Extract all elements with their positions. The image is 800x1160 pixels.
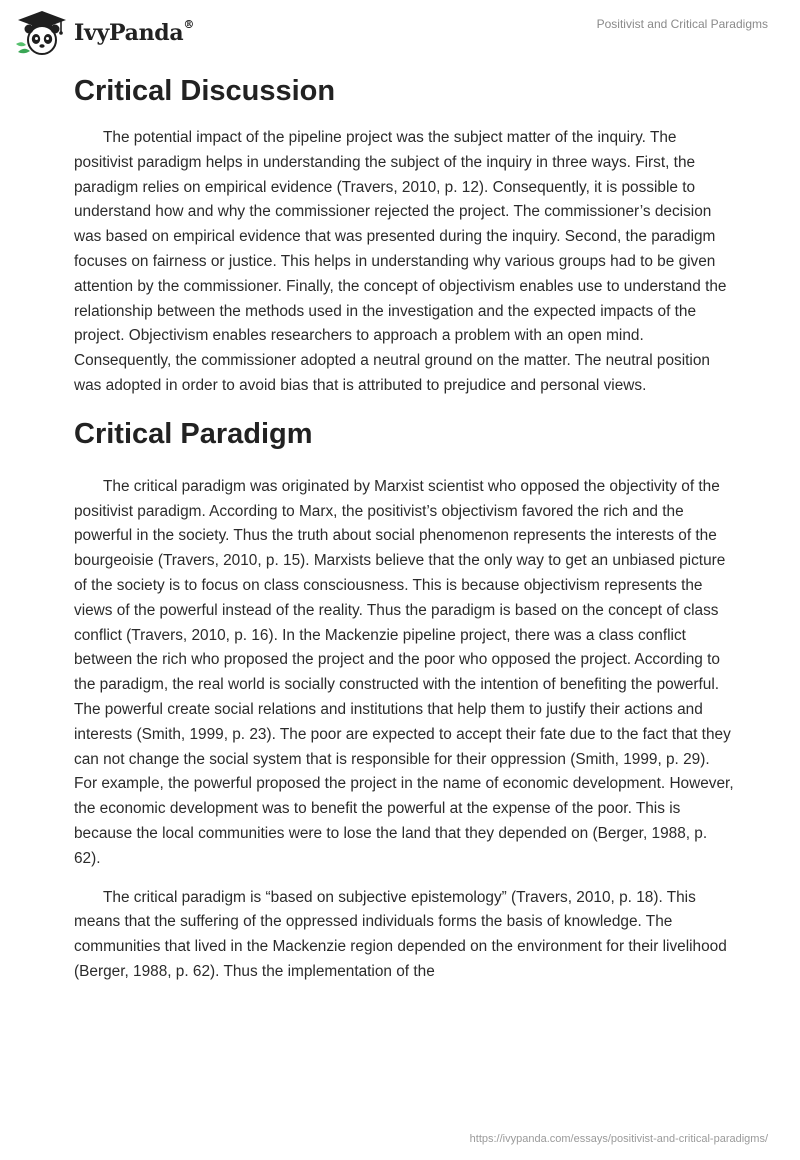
panda-graduate-icon — [14, 8, 70, 58]
brand-logo[interactable] — [14, 8, 194, 58]
paragraph: The critical paradigm is “based on subjective epistemology” (Travers, 2010, p. 18). This means that the suffering of the oppressed individuals forms the basis of knowledge. The communities that lived in the Mackenzie region depended on the environment for their livelihood (Berger, 1988, p. 62). Thus the implementation of the — [74, 888, 727, 980]
paragraph: The potential impact of the pipeline project was the subject matter of the inquiry. The positivist paradigm helps in understanding the subject of the inquiry in three ways. First, the paradigm relies on empirical evidence (Travers, 2010, p. 12). Consequently, it is possible to understand how and why the commissioner rejected the project. The commissioner’s decision was based on empirical evidence that was presented during the inquiry. Second, the paradigm focuses on fairness or justice. This helps in understanding why various groups had to be given attention by the commissioner. Finally, the concept of objectivism enables use to understand the relationship between the methods used in the investigation and the expected impacts of the project. Objectivism enables researchers to approach a problem with an open mind. Consequently, the commissioner adopted a neutral ground on the matter. The neutral position was adopted in order to avoid bias that is attributed to prejudice and personal views. — [74, 129, 727, 394]
page-header — [0, 0, 800, 64]
document-title: Positivist and Critical Paradigms — [596, 17, 768, 31]
essay-content — [74, 70, 734, 985]
section-heading-critical-discussion: Critical Discussion — [74, 75, 336, 107]
brand-name: IvyPanda® — [74, 18, 195, 46]
section-heading-critical-paradigm: Critical Paradigm — [74, 417, 313, 450]
paragraph: The critical paradigm was originated by Marxist scientist who opposed the objectivity of the positivist paradigm. According to Marx, the positivist’s objectivism favored the rich and the powerful in the society. Thus the truth about social phenomenon represents the interests of the bourgeoisie (Travers, 2010, p. 15). Marxists believe that the only way to get an unbiased picture of the society is to focus on class consciousness. This is because objectivism represents the views of the powerful instead of the reality. Thus the paradigm is based on the concept of class conflict (Travers, 2010, p. 16). In the Mackenzie pipeline project, there was a class conflict between the rich who proposed the project and the poor who opposed the project. According to the paradigm, the real world is socially constructed with the intention of benefiting the powerful. The powerful create social relations and institutions that help them to justify their actions and interests (Smith, 1999, p. 23). The poor are expected to accept their fate due to the fact that they can not change the social system that is responsible for their oppression (Smith, 1999, p. 29). For example, the powerful proposed the project in the name of economic development. However, the economic development was to benefit the powerful at the expense of the poor. This is because the local communities were to lose the land that they depended on (Berger, 1988, p. 62). — [74, 477, 734, 867]
source-url[interactable]: https://ivypanda.com/essays/positivist-and-critical-paradigms/ — [469, 1133, 768, 1145]
